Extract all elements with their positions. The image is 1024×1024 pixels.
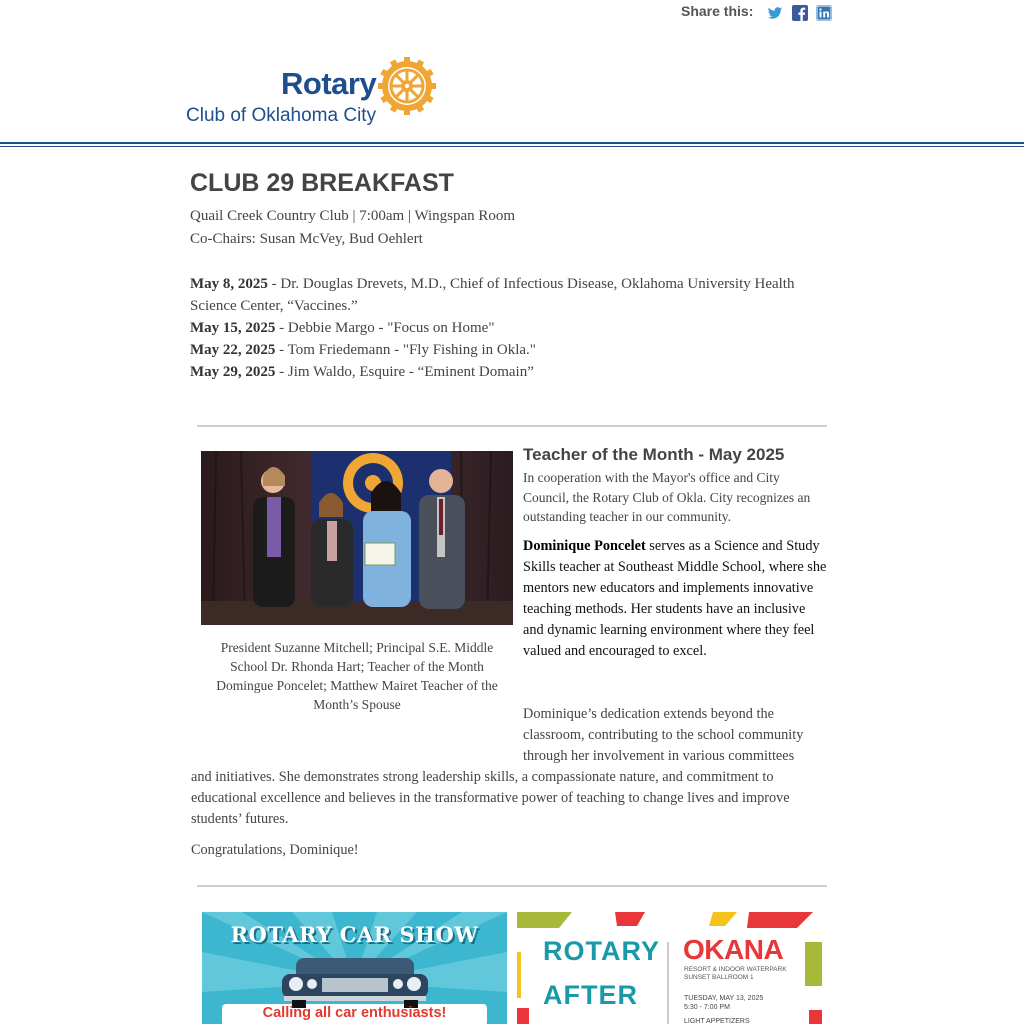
after-hours-line2: AFTER [543,980,638,1010]
breakfast-venue: Quail Creek Country Club | 7:00am | Wingspan Room [190,208,516,224]
event-time-label: 5:30 - 7:00 PM [684,1004,730,1011]
share-label: Share this: [681,3,754,19]
okana-sub1: RESORT & INDOOR WATERPARK [684,966,787,973]
teacher-para2-line: through her involvement in various committees [523,748,795,764]
event-date: May 15, 2025 [190,320,276,336]
logo-wordmark: Rotary [281,66,377,101]
teacher-name: Dominique Poncelet [523,538,646,554]
breakfast-title: CLUB 29 BREAKFAST [190,169,454,197]
after-hours-banner[interactable] [517,912,822,1024]
car-show-tagline: Calling all car enthusiasts! [262,1005,447,1021]
event-item [190,317,494,339]
event-text: - Jim Waldo, Esquire - “Eminent Domain” [275,364,534,380]
event-date: May 22, 2025 [190,342,276,358]
teacher-bio-text: serves as a Science and Study Skills teacher at Southeast Middle School, where she mentors new educators and implements innovative teaching methods. Her students have an inclusive and dynamic learning environment where they feel valued and encouraged to excel. [523,538,827,659]
teacher-para2-line: classroom, contributing to the school community [523,727,804,743]
section-divider [197,885,827,887]
okana-sub2: SUNSET BALLROOM 1 [684,974,754,981]
teacher-title: Teacher of the Month - May 2025 [523,445,785,464]
car-show-title: ROTARY CAR SHOW [230,922,479,947]
event-extra-label: LIGHT APPETIZERS [684,1018,750,1024]
logo-subtitle: Club of Oklahoma City [186,105,377,126]
okana-logo: OKANA [683,934,784,965]
event-item [190,273,820,317]
teacher-para2-line: Dominique’s dedication extends beyond the [523,706,774,722]
car-show-banner[interactable] [202,912,507,1024]
teacher-photo [201,451,513,625]
breakfast-cochairs: Co-Chairs: Susan McVey, Bud Oehlert [190,231,423,247]
section-divider [197,425,827,427]
after-hours-line1: ROTARY [543,936,660,966]
photo-caption: President Suzanne Mitchell; Principal S.E. Middle School Dr. Rhonda Hart; Teacher of the Month Domingue Poncelet; Matthew Mairet Teacher of the Month’s Spouse [216,640,498,712]
event-item [190,361,534,383]
event-text: - Debbie Margo - "Focus on Home" [275,320,495,336]
twitter-icon[interactable] [767,5,783,21]
header-rule-thin [0,146,1024,147]
event-date: May 29, 2025 [190,364,276,380]
teacher-closing: Congratulations, Dominique! [191,842,359,858]
header-rule [0,142,1024,144]
linkedin-icon[interactable] [816,5,832,21]
teacher-para2-line: students’ futures. [191,811,289,827]
teacher-para2-line: and initiatives. She demonstrates strong leadership skills, a compassionate nature, and commitment to [191,769,774,785]
event-text: - Dr. Douglas Drevets, M.D., Chief of Infectious Disease, Oklahoma University Health Science Center, “Vaccines.” [190,276,795,314]
teacher-para2-line: educational excellence and believes in the transformative power of teaching to change lives and improve [191,790,790,806]
teacher-bio [523,536,828,662]
event-item [190,339,536,361]
facebook-icon[interactable] [792,5,808,21]
event-date-label: TUESDAY, MAY 13, 2025 [684,995,764,1002]
rotary-wheel-icon [377,56,437,116]
event-date: May 8, 2025 [190,276,268,292]
teacher-intro: In cooperation with the Mayor's office and City Council, the Rotary Club of Okla. City recognizes an outstanding teacher in our community. [523,470,811,524]
event-text: - Tom Friedemann - "Fly Fishing in Okla." [275,342,536,358]
